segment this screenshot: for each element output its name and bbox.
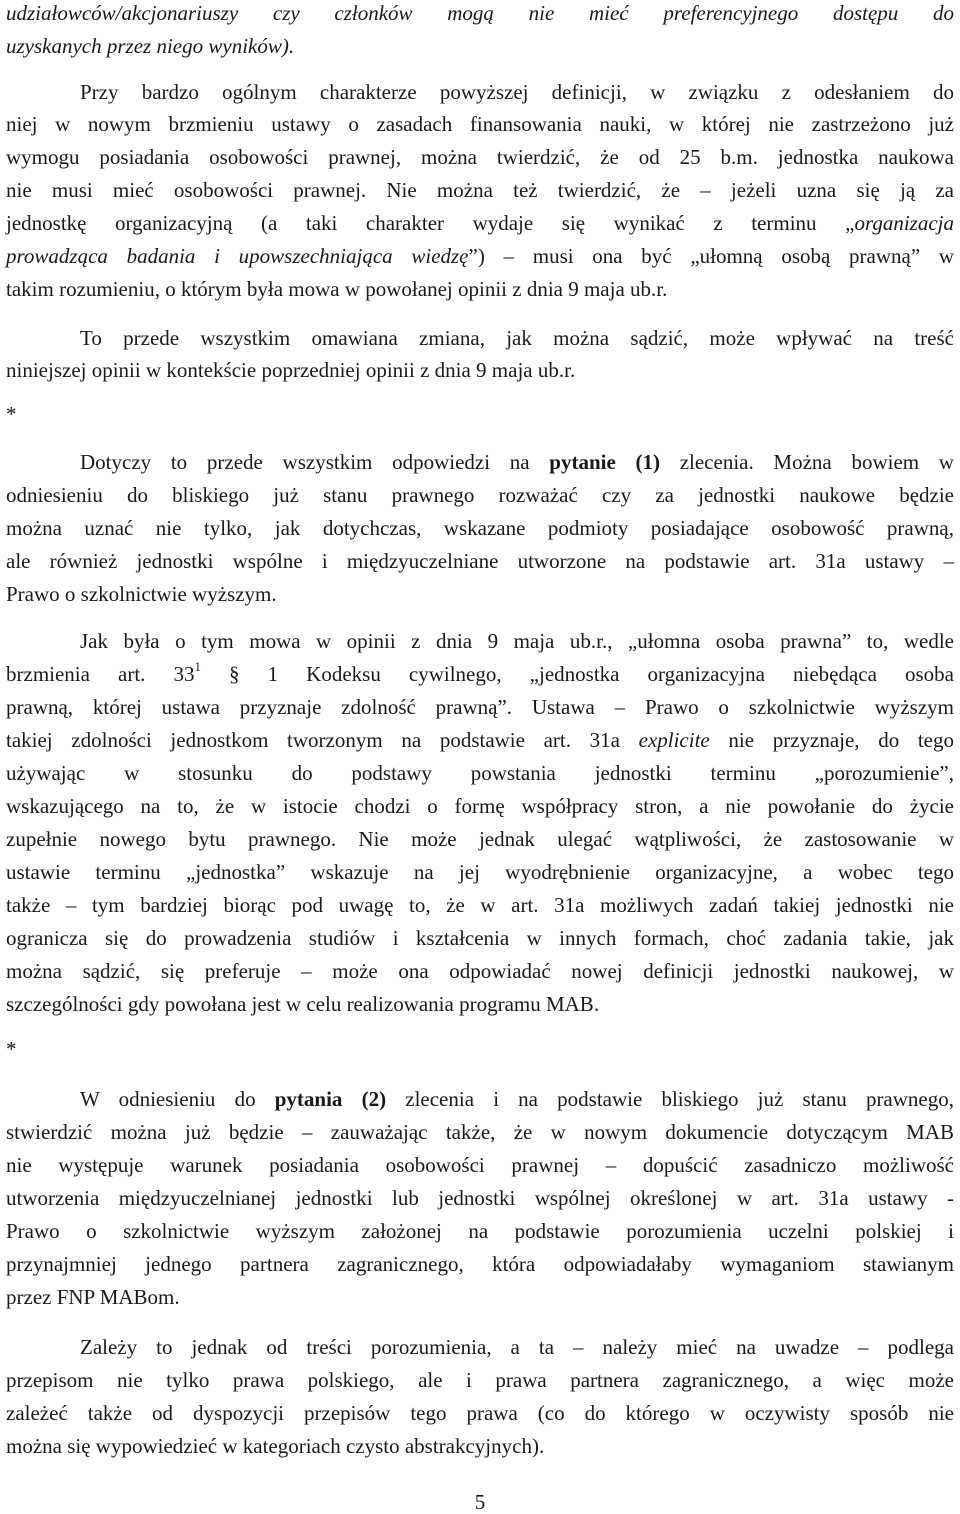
paragraph-1-line: takim rozumieniu, o którym była mowa w powołanej opinii z dnia 9 maja ub.r. xyxy=(6,277,668,301)
paragraph-2-line: To przede wszystkim omawiana zmiana, jak można sądzić, może wpływać na treść xyxy=(80,326,954,350)
paragraph-5-line: nie występuje warunek posiadania osobowości prawnej – dopuścić zasadniczo możliwość xyxy=(6,1153,954,1177)
paragraph-6-line: można się wypowiedzieć w kategoriach czysto abstrakcyjnych). xyxy=(6,1434,545,1458)
para5-pre: W odniesieniu do xyxy=(80,1087,275,1111)
italic-term-continued: prowadząca badania i upowszechniająca wiedzę xyxy=(6,244,469,268)
paragraph-3-line: Prawo o szkolnictwie wyższym. xyxy=(6,582,277,606)
superscript: 1 xyxy=(194,659,201,674)
paragraph-3-line: można uznać nie tylko, jak dotychczas, wskazane podmioty posiadające osobowość prawną, xyxy=(6,516,954,540)
italic-explicite: explicite xyxy=(638,728,710,752)
paragraph-5-line: Prawo o szkolnictwie wyższym założonej na podstawie porozumienia uczelni polskiej i xyxy=(6,1219,954,1243)
para1-line5-text: jednostkę organizacyjną (a taki charakter wydaje się wynikać z terminu „ xyxy=(6,211,855,235)
paragraph-1-line: niej w nowym brzmieniu ustawy o zasadach finansowania nauki, w której nie zastrzeżono już xyxy=(6,112,954,136)
question-1-bold: pytanie (1) xyxy=(549,450,660,474)
paragraph-5-line: przez FNP MABom. xyxy=(6,1285,180,1309)
paragraph-4-line: ogranicza się do prowadzenia studiów i kształcenia w innych formach, choć zadania takie, jak xyxy=(6,926,954,950)
para3-pre: Dotyczy to przede wszystkim odpowiedzi na xyxy=(80,450,550,474)
paragraph-4-line: można sądzić, się preferuje – może ona odpowiadać nowej definicji jednostki naukowej, w xyxy=(6,959,954,983)
paragraph-4-line: zupełnie nowego bytu prawnego. Nie może jednak ulegać wątpliwości, że zastosowanie w xyxy=(6,827,954,851)
italic-term: organizacja xyxy=(854,211,954,235)
text-line: udziałowców/akcjonariuszy czy członków mogą nie mieć preferencyjnego dostępu do xyxy=(6,1,954,25)
paragraph-3-line xyxy=(6,450,954,474)
paragraph-6-line: zależeć także od dyspozycji przepisów tego prawa (co do którego w oczywisty sposób nie xyxy=(6,1401,954,1425)
para1-line6-text: ”) – musi ona być „ułomną osobą prawną” w xyxy=(468,244,955,268)
paragraph-6-line: przepisom nie tylko prawa polskiego, ale i prawa partnera zagranicznego, a więc może xyxy=(6,1368,954,1392)
paragraph-4-line: szczególności gdy powołana jest w celu realizowania programu MAB. xyxy=(6,992,600,1016)
paragraph-4-line: używając w stosunku do podstawy powstania jednostki terminu „porozumienie”, xyxy=(6,761,954,785)
paragraph-1-line xyxy=(6,244,954,268)
paragraph-4-line xyxy=(6,659,954,686)
paragraph-4-line: prawną, której ustawa przyznaje zdolność prawną”. Ustawa – Prawo o szkolnictwie wyższym xyxy=(6,695,954,719)
para4-l2-post: § 1 Kodeksu cywilnego, „jednostka organizacyjna niebędąca osoba xyxy=(200,662,954,686)
para4-l4-post: nie przyznaje, do tego xyxy=(709,728,954,752)
para4-l2-pre: brzmienia art. 33 xyxy=(6,662,195,686)
paragraph-5-line: utworzenia międzyuczelnianej jednostki lub jednostki wspólnej określonej w art. 31a ustawy - xyxy=(6,1186,954,1210)
paragraph-5-line xyxy=(6,1087,954,1111)
para5-post: zlecenia i na podstawie bliskiego już stanu prawnego, xyxy=(386,1087,954,1111)
paragraph-3-line: ale również jednostki wspólne i międzyuczelniane utworzone na podstawie art. 31a ustawy – xyxy=(6,549,954,573)
paragraph-4-line: Jak była o tym mowa w opinii z dnia 9 maja ub.r., „ułomna osoba prawna” to, wedle xyxy=(80,629,954,653)
paragraph-4-line: ustawie terminu „jednostka” wskazuje na jej wyodrębnienie organizacyjne, a wobec tego xyxy=(6,860,954,884)
question-2-bold: pytania (2) xyxy=(274,1087,387,1111)
text-line: uzyskanych przez niego wyników). xyxy=(6,34,295,58)
paragraph-2-line: niniejszej opinii w kontekście poprzedniej opinii z dnia 9 maja ub.r. xyxy=(6,358,576,382)
paragraph-4-line: także – tym bardziej biorąc pod uwagę to, że w art. 31a możliwych zadań takiej jednostki nie xyxy=(6,893,954,917)
para3-post: zlecenia. Można bowiem w xyxy=(660,450,954,474)
paragraph-3-line: odniesieniu do bliskiego już stanu prawnego rozważać czy za jednostki naukowe będzie xyxy=(6,483,954,507)
page-number: 5 xyxy=(474,1490,486,1514)
separator-asterisk: * xyxy=(6,402,17,426)
paragraph-4-line: wskazującego na to, że w istocie chodzi o formę współpracy stron, a nie powołanie do życie xyxy=(6,794,954,818)
paragraph-5-line: stwierdzić można już będzie – zauważając także, że w nowym dokumencie dotyczącym MAB xyxy=(6,1120,954,1144)
paragraph-6-line: Zależy to jednak od treści porozumienia, a ta – należy mieć na uwadze – podlega xyxy=(80,1335,954,1359)
paragraph-1-line: wymogu posiadania osobowości prawnej, można twierdzić, że od 25 b.m. jednostka naukowa xyxy=(6,145,954,169)
paragraph-1-line xyxy=(6,211,954,235)
separator-asterisk: * xyxy=(6,1037,17,1061)
paragraph-4-line xyxy=(6,728,954,752)
paragraph-1-line: nie musi mieć osobowości prawnej. Nie można też twierdzić, że – jeżeli uzna się ją za xyxy=(6,178,954,202)
paragraph-1-line: Przy bardzo ogólnym charakterze powyższej definicji, w związku z odesłaniem do xyxy=(80,80,954,104)
para4-l4-pre: takiej zdolności jednostkom tworzonym na podstawie art. 31a xyxy=(6,728,639,752)
paragraph-5-line: przynajmniej jednego partnera zagranicznego, która odpowiadałaby wymaganiom stawianym xyxy=(6,1252,954,1276)
